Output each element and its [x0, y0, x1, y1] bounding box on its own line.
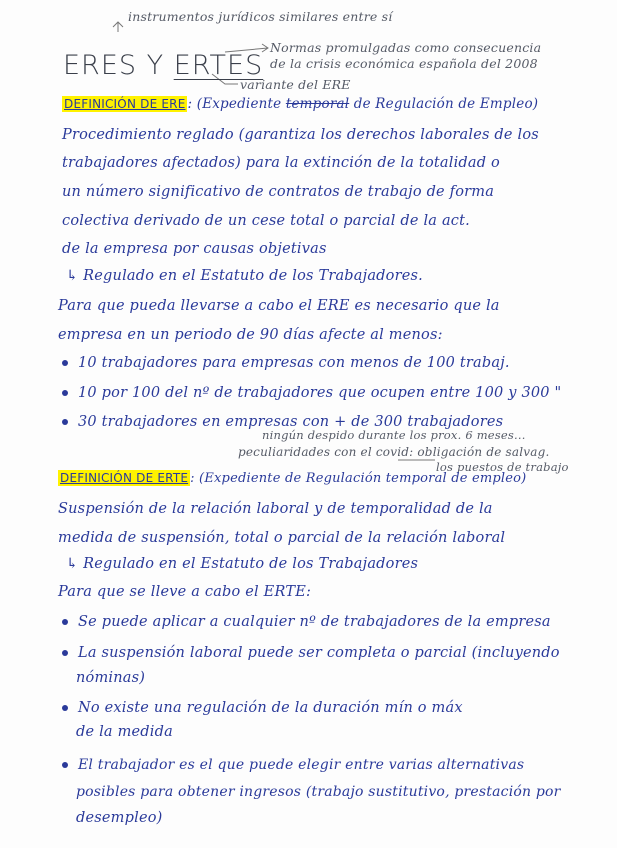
side-note-1: ningún despido durante los prox. 6 meses...	[262, 428, 526, 442]
bullet-dot	[62, 360, 68, 366]
ere-line: un número significativo de contratos de trabajo de forma	[62, 184, 495, 200]
erte-bullet	[62, 700, 463, 716]
note-top: instrumentos jurídicos similares entre sí	[128, 9, 393, 24]
top-note-arrow	[113, 22, 123, 32]
erte-bullet-text: Se puede aplicar a cualquier nº de trabajadores de la empresa	[78, 614, 551, 630]
erte-bullet	[62, 757, 524, 773]
erte-label: DEFINICIÓN DE ERTE	[60, 471, 189, 485]
bullet-dot	[62, 390, 68, 396]
ere-bullet-text: 30 trabajadores en empresas con + de 300 trabajadores	[78, 414, 504, 430]
ere-line: de la empresa por causas objetivas	[62, 241, 327, 257]
ere-bullet	[62, 355, 510, 371]
note-below: variante del ERE	[240, 77, 351, 92]
ere-line: trabajadores afectados) para la extinción de la totalidad o	[62, 155, 500, 171]
erte-regulated: ↳ Regulado en el Estatuto de los Trabajadores	[66, 556, 419, 572]
ere-expansion-post: de Regulación de Empleo)	[353, 96, 539, 112]
ere-line: Procedimiento reglado (garantiza los derechos laborales de los	[62, 127, 539, 143]
erte-bullet-continued: nóminas)	[76, 670, 146, 686]
bullet-dot	[62, 619, 68, 625]
title-eres: ERES Y	[63, 50, 165, 81]
ere-definition-heading	[62, 96, 538, 112]
erte-bullet	[62, 645, 560, 661]
note-right-2: de la crisis económica española del 2008	[270, 56, 538, 71]
erte-expansion: : (Expediente de Regulación temporal de empleo)	[190, 471, 527, 486]
ere-line: colectiva derivado de un cese total o parcial de la act.	[62, 213, 470, 229]
bullet-dot	[62, 705, 68, 711]
ere-expansion-pre: : (Expediente	[187, 96, 282, 112]
erte-bullet-text: El trabajador es el que puede elegir entre varias alternativas	[78, 757, 525, 773]
erte-bullet-continued: desempleo)	[76, 810, 163, 826]
title-ertes: ERTES	[173, 50, 264, 81]
erte-bullet-continued: de la medida	[76, 724, 173, 740]
ere-label: DEFINICIÓN DE ERE	[64, 97, 186, 111]
erte-condition: Para que se lleve a cabo el ERTE:	[58, 584, 312, 600]
page-title	[63, 50, 263, 81]
side-note-2b: covid	[375, 445, 410, 459]
erte-bullet-continued: posibles para obtener ingresos (trabajo sustitutivo, prestación por	[76, 784, 561, 800]
note-right-1: Normas promulgadas como consecuencia	[270, 40, 542, 55]
bullet-dot	[62, 762, 68, 768]
bullet-dot	[62, 419, 68, 425]
ere-condition: empresa en un periodo de 90 días afecte al menos:	[58, 327, 443, 343]
side-note-2a: peculiaridades con el	[238, 445, 372, 459]
side-note-2	[238, 445, 550, 459]
ere-condition: Para que pueda llevarse a cabo el ERE es necesario que la	[58, 298, 500, 314]
erte-definition-heading	[58, 471, 526, 486]
side-note-2c: : obligación de salvag.	[409, 445, 550, 459]
ere-expansion-struck: temporal	[285, 96, 350, 112]
erte-bullet	[62, 614, 551, 630]
bullet-dot	[62, 650, 68, 656]
ere-bullet-text: 10 trabajadores para empresas con menos de 100 trabaj.	[78, 355, 510, 371]
ere-bullet-text: 10 por 100 del nº de trabajadores que ocupen entre 100 y 300 "	[78, 385, 562, 401]
erte-line: Suspensión de la relación laboral y de temporalidad de la	[58, 501, 493, 517]
erte-bullet-text: La suspensión laboral puede ser completa o parcial (incluyendo	[78, 645, 560, 661]
ere-regulated: ↳ Regulado en el Estatuto de los Trabajadores.	[66, 268, 423, 284]
erte-line: medida de suspensión, total o parcial de la relación laboral	[58, 530, 506, 546]
side-note-3: los puestos de trabajo	[436, 460, 569, 474]
ere-bullet	[62, 385, 561, 401]
erte-bullet-text: No existe una regulación de la duración mín o máx	[78, 700, 463, 716]
